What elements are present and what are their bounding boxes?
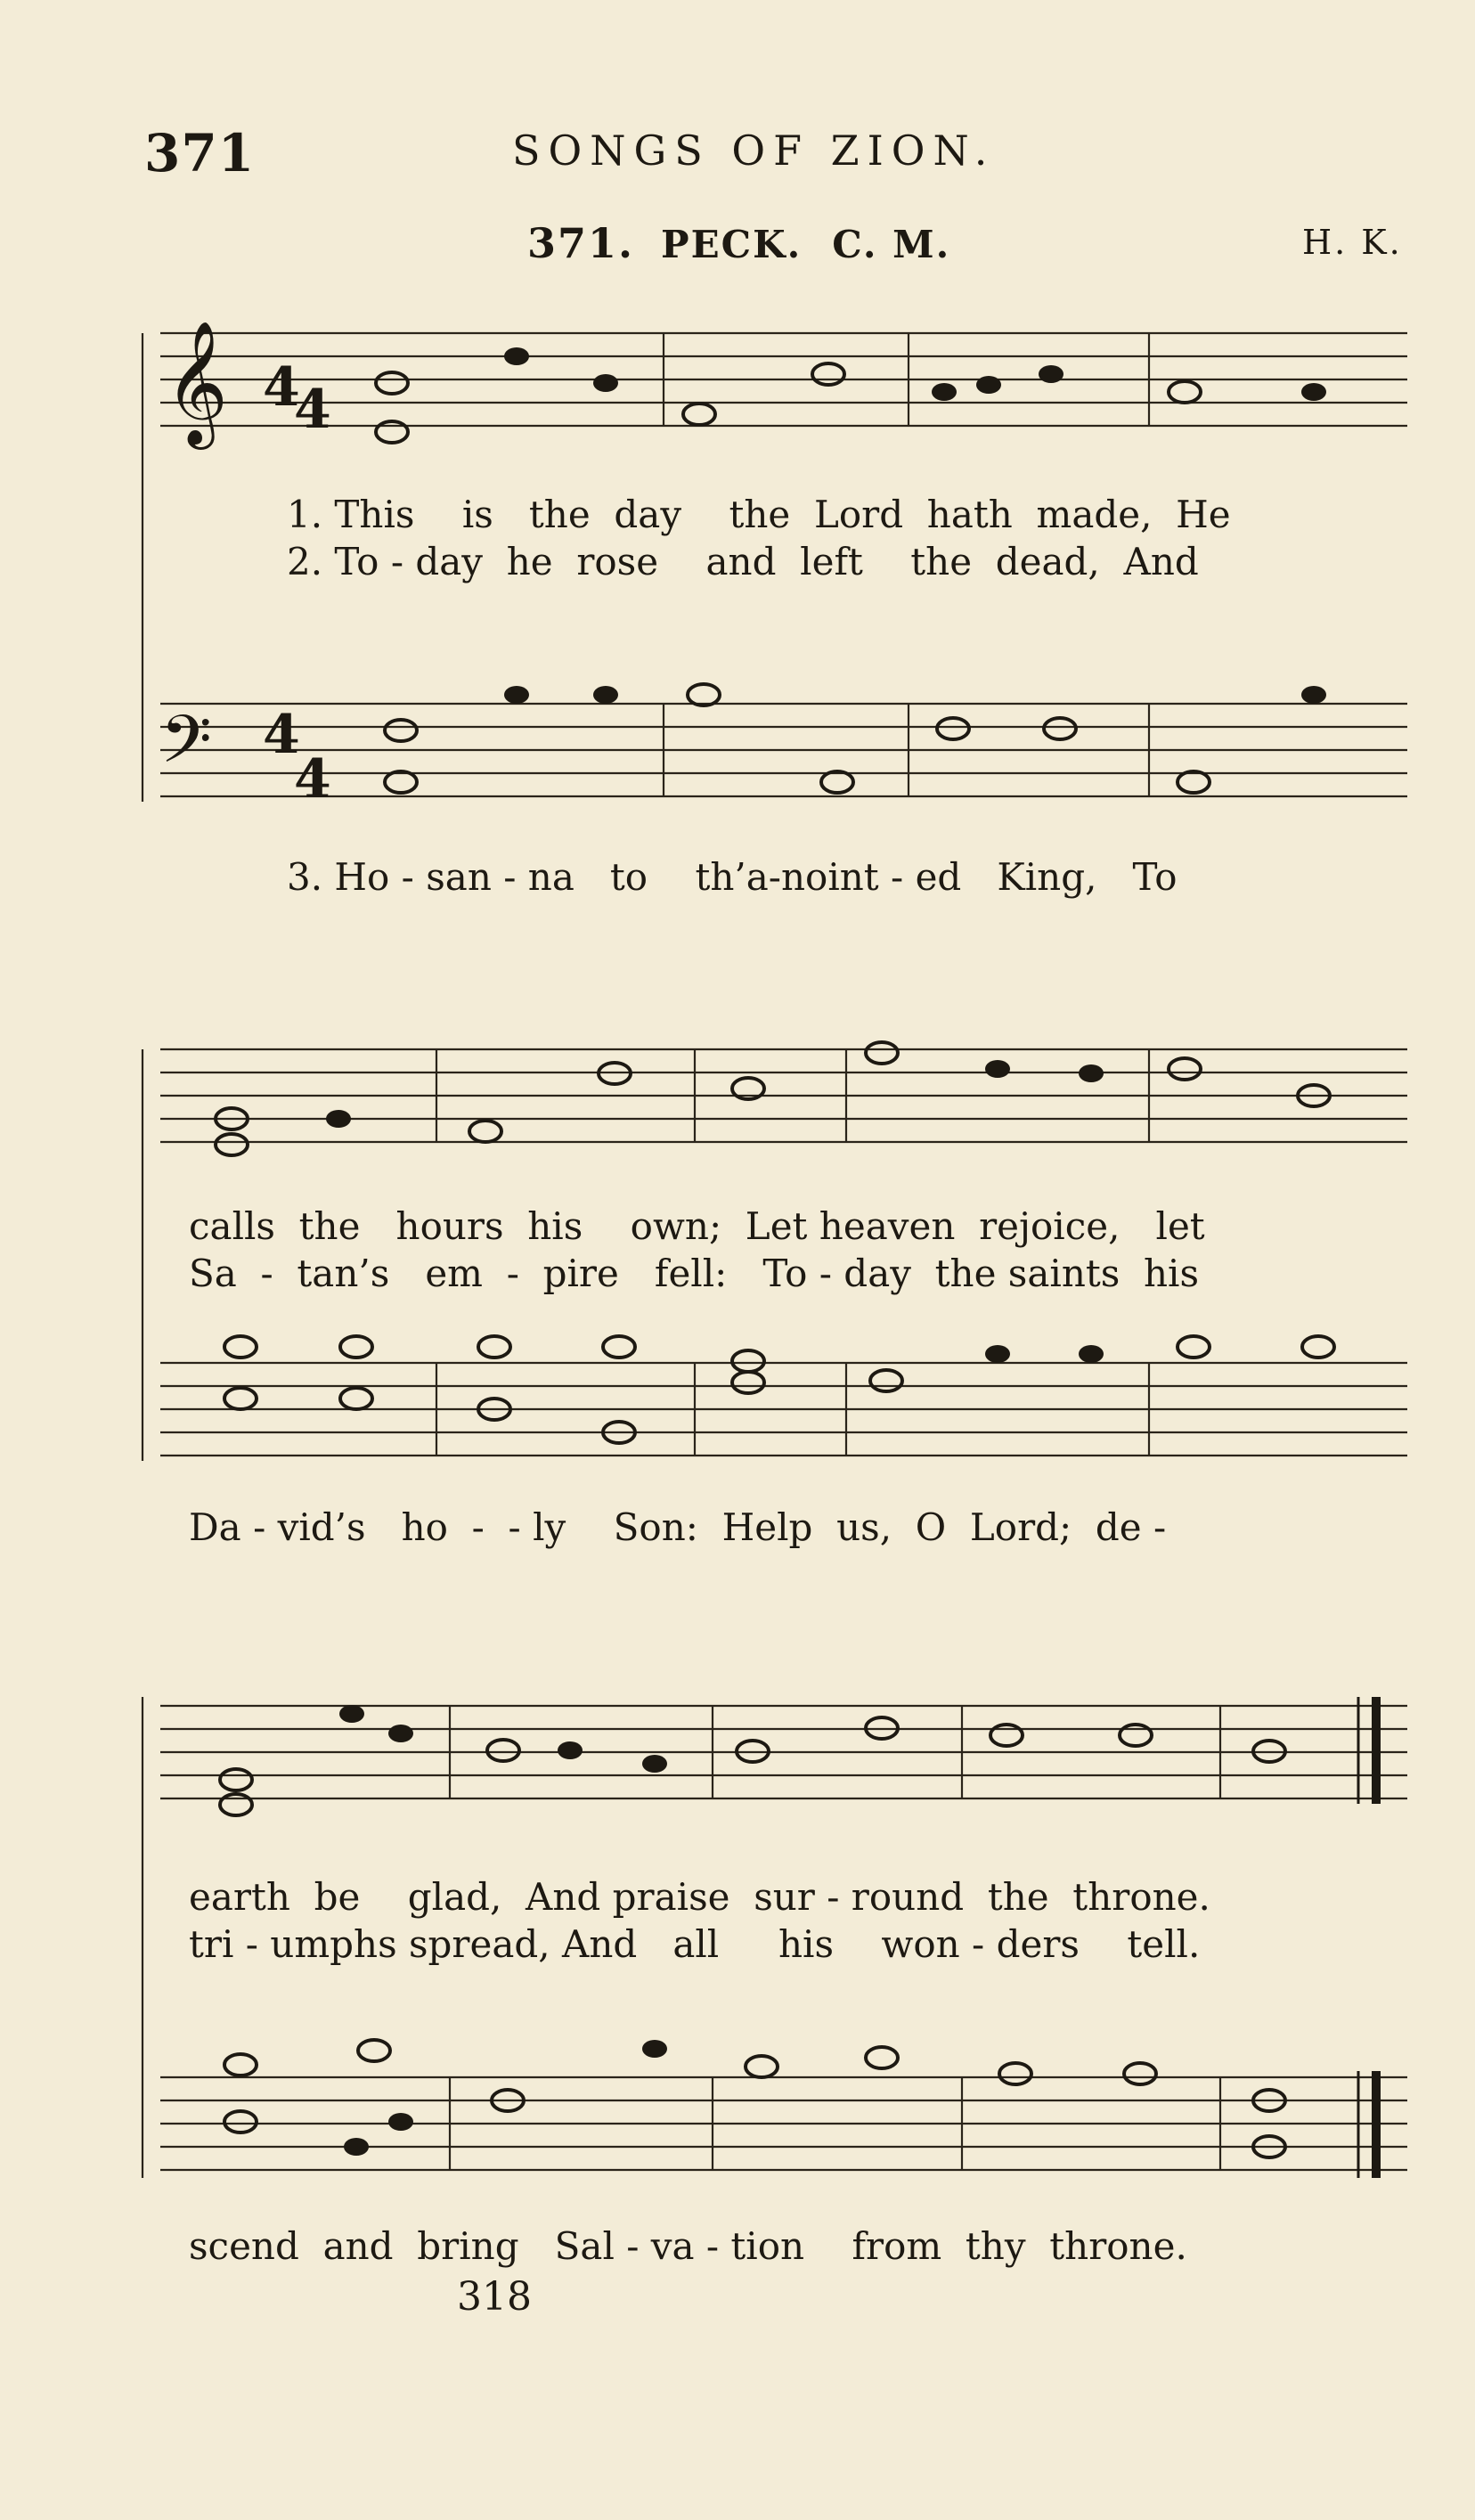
verse-line: Da - vid’s ho - - ly Son: Help us, O Lord; de - <box>189 1505 1167 1549</box>
svg-text:4: 4 <box>294 748 331 811</box>
treble-staff-2 <box>160 1042 1407 1155</box>
page-number: 371 <box>144 123 256 183</box>
svg-text:4: 4 <box>294 379 331 441</box>
svg-text:4: 4 <box>263 356 300 419</box>
svg-text:𝄢: 𝄢 <box>160 701 212 795</box>
verse-line: Sa - tan’s em - pire fell: To - day the saints his <box>189 1252 1200 1295</box>
treble-staff-1 <box>160 321 1407 450</box>
verse-line: 3. Ho - san - na to th’a-noint - ed King, To <box>287 855 1178 899</box>
verse-line: calls the hours his own; Let heaven rejoice, let <box>189 1204 1205 1248</box>
verse-line: tri - umphs spread, And all his won - ders tell. <box>189 1922 1201 1966</box>
hymn-meter: C. M. <box>832 223 951 266</box>
hymn-tune: PECK. <box>661 223 803 266</box>
verse-line: scend and bring Sal - va - tion from thy throne. <box>189 2224 1187 2268</box>
hymn-number: 371. <box>527 219 635 267</box>
composer-initials: H. K. <box>1302 223 1403 262</box>
folio-number: 318 <box>457 2274 532 2320</box>
svg-text:4: 4 <box>263 704 300 766</box>
verse-line: earth be glad, And praise sur - round the throne. <box>189 1875 1210 1919</box>
svg-text:𝄞: 𝄞 <box>165 321 228 444</box>
running-title: SONGS OF ZION. <box>512 126 996 175</box>
verse-line: 2. To - day he rose and left the dead, And <box>287 540 1199 583</box>
treble-staff-3 <box>160 1697 1407 1815</box>
verse-line: 1. This is the day the Lord hath made, He <box>287 493 1231 536</box>
